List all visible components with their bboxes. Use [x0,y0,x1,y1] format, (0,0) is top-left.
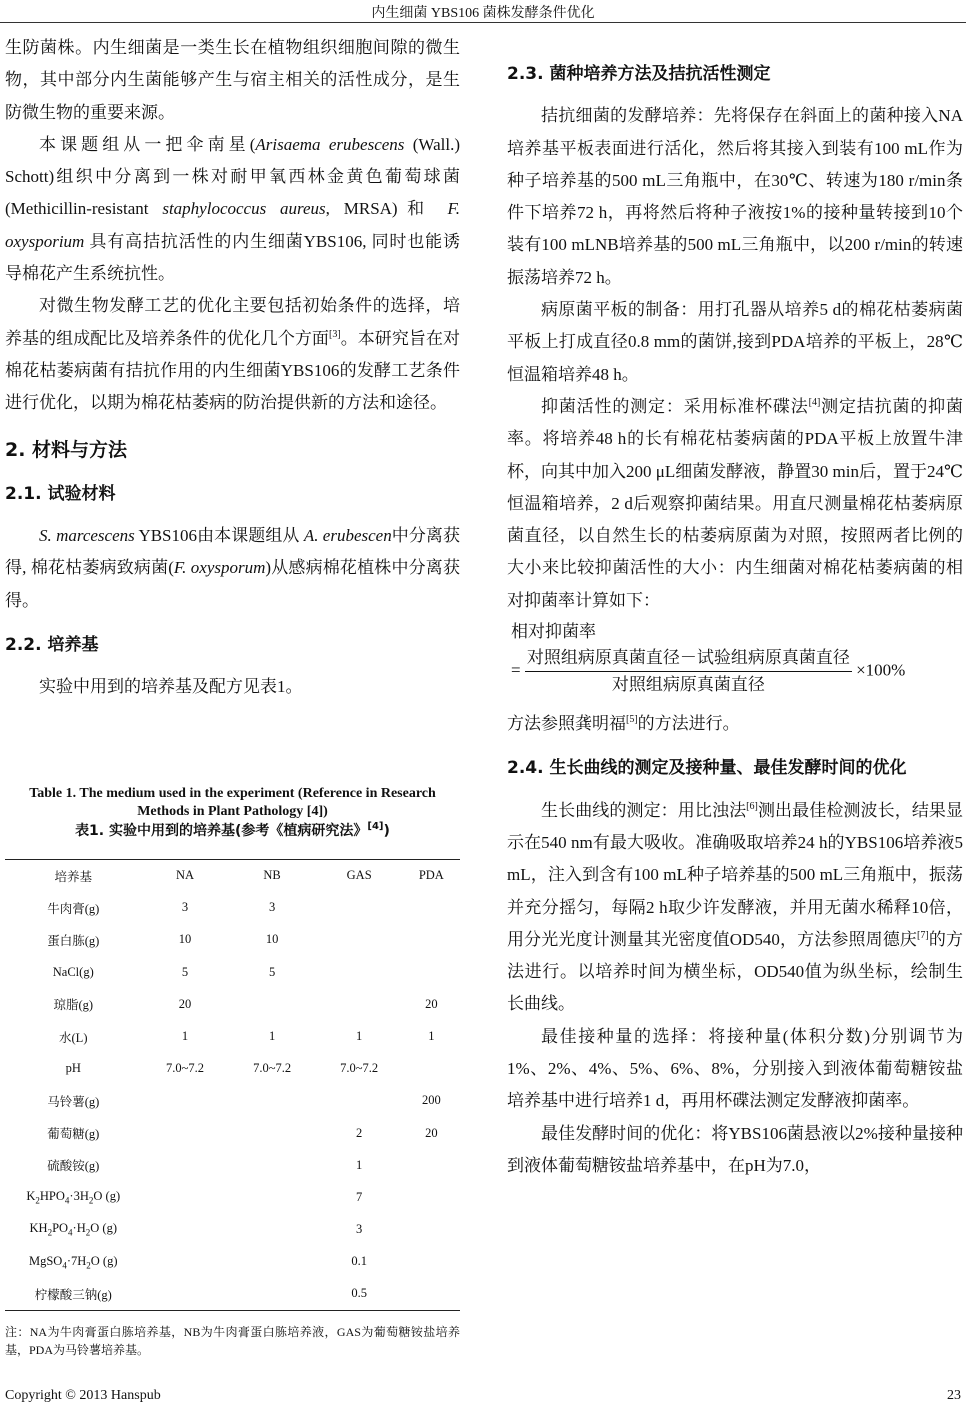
text-run: KH [29,1221,48,1236]
paragraph [507,1021,963,1118]
table-row [5,1214,460,1246]
column-header: 培养基 [54,869,92,884]
formula-numerator: 对照组病原真菌直径－试验组病原真菌直径 [525,645,852,672]
row-label [5,1117,142,1149]
table-cell [403,956,460,988]
row-label [5,1085,142,1117]
text-run: 柠檬酸三钠(g) [34,1287,112,1302]
table-cell [403,1278,460,1310]
paragraph [507,1118,963,1183]
table-cell: 7.0~7.2 [253,1061,292,1076]
table-header-row [5,860,460,892]
left-column [5,32,460,704]
row-label [5,924,142,956]
table-cell: 5 [268,964,276,979]
formula-denominator: 对照组病原真菌直径 [611,675,765,695]
table-cell [229,1181,316,1213]
table-cell [229,1149,316,1181]
table-row [5,1181,460,1213]
text-run: 具有高拮抗活性的内生细菌YBS106, 同时也能诱导棉花产生系统抗性。 [5,231,460,284]
text-run: 最佳发酵时间的优化：将YBS106菌悬液以2%接种量接种到液体葡萄糖铵盐培养基中，在pH为7.0， [507,1123,963,1175]
row-label [5,1214,142,1246]
text-run: 。本研究旨在对棉花枯萎病菌有拮抗作用的内生细菌YBS106的发酵工艺条件进行优化，以期为棉花枯萎病的防治提供新的方法和途径。 [5,328,461,413]
table-cell: 0.5 [351,1286,367,1301]
table-cell [403,1214,460,1246]
text-run: ) [383,823,390,839]
text-run: ·3H [69,1189,89,1204]
formula-fraction [525,645,852,698]
table-cell: 3 [181,900,189,915]
column-header: NA [176,868,195,883]
subscript: 2 [88,1195,94,1206]
citation-superscript: [5] [626,714,638,726]
text-run: ·H [72,1221,86,1236]
table-row [5,1278,460,1310]
table-cell: 1 [181,1029,189,1044]
italic-text: staphylococcus aureus [162,199,326,219]
row-label [5,892,142,924]
column-header: GAS [346,868,372,883]
text-run: 硫酸铵(g) [47,1159,100,1174]
paragraph [507,391,963,617]
table-caption-cn [5,821,460,841]
citation-superscript: [3] [328,328,341,340]
table-cell: 200 [421,1093,441,1108]
table-cell [142,1278,229,1310]
text-run: 病原菌平板的制备：用打孔器从培养5 d的棉花枯萎病菌平板上打成直径0.8 mm的菌饼,接到PDA培养的平板上，28℃恒温箱培养48 h。 [507,300,963,384]
text-run: 琼脂(g) [53,998,94,1013]
table-cell [229,1278,316,1310]
text-run: 生防菌株。内生细菌是一类生长在植物组织细胞间隙的微生物，其中部分内生菌能够产生与宿主相关的活性成分，是生防微生物的重要来源。 [5,38,460,122]
text-run: 水(L) [59,1030,88,1045]
right-column [507,58,963,1182]
table-cell [316,924,403,956]
table-note: 注：NA为牛肉膏蛋白胨培养基，NB为牛肉膏蛋白胨培养液，GAS为葡萄糖铵盐培养基，PDA为马铃薯培养基。 [5,1324,460,1357]
table-cell [403,1149,460,1181]
table-cell: 20 [178,996,192,1011]
table-cell: 2 [356,1125,363,1140]
text-run: 本课题组从一把伞南星( [39,134,256,154]
table-cell: 0.1 [351,1254,367,1269]
table-cell [403,1246,460,1278]
table-cell: 1 [356,1029,363,1044]
text-run: (Wall.) Schott)组织中分离到一株对耐甲氧西林金黄色葡萄球菌(Methicillin-resistant [5,134,460,219]
table-cell: 10 [178,932,192,947]
italic-text: Arisaema erubescens [255,134,405,154]
paragraph [507,708,963,740]
table-cell [142,1214,229,1246]
table-cell: 20 [425,1125,438,1140]
table-cell [142,1181,229,1213]
table-row [5,1246,460,1278]
paragraph [507,795,963,1021]
citation-superscript: [6] [746,800,758,812]
table-row [5,1149,460,1181]
paragraph [5,129,460,290]
formula-times: ×100% [856,660,906,680]
subsection-heading: 2.2. 培养基 [5,635,99,656]
italic-text: S. marcescens [39,526,135,546]
table-row [5,924,460,956]
section-heading: 2. 材料与方法 [5,438,128,461]
medium-table [5,859,460,1311]
italic-text: F. oxysporum [173,558,266,578]
subscript: 2 [86,1260,91,1271]
subscript: 2 [85,1227,91,1238]
table-cell: 7.0~7.2 [340,1061,379,1076]
row-label [5,1246,142,1278]
subscript: 2 [47,1227,53,1238]
subsection-heading: 2.1. 试验材料 [5,483,116,504]
text-run: 测定拮抗菌的抑菌率。将培养48 h的长有棉花枯萎病菌的PDA平板上放置牛津杯，向其中加入200 μL细菌发酵液，静置30 min后，置于24℃恒温箱培养，2 d后观察抑菌结果。用直尺测量棉花枯萎病原菌直径，以自然生长的枯萎病原菌为对照，按照两者比例的大小来比较抑菌活性的大小：内生细菌对棉花枯萎病菌的相对抑菌率计算如下： [507,396,964,610]
table-row [5,892,460,924]
text-run: 的方法进行。以培养时间为横坐标，OD540值为纵坐标，绘制生长曲线。 [507,929,963,1014]
table-cell [142,1117,229,1149]
table-cell: 3 [356,1222,363,1237]
text-run: O (g) [90,1221,117,1236]
table-cell: 10 [265,932,279,947]
text-run: 葡萄糖(g) [47,1127,100,1142]
table-row [5,988,460,1020]
subscript: 4 [64,1195,70,1206]
citation-superscript: [7] [917,929,929,941]
formula-lhs: 相对抑菌率 [511,622,596,642]
paragraph [5,290,460,419]
table-cell [142,1085,229,1117]
table-cell [316,956,403,988]
subsection-heading: 2.3. 菌种培养方法及拮抗活性测定 [507,64,771,84]
page-number: 23 [947,1388,961,1403]
text-run: 方法参照龚明福 [507,714,626,734]
table-cell [403,1053,460,1085]
table-cell [142,1246,229,1278]
table-cell [316,988,403,1020]
subsection-heading: 2.4. 生长曲线的测定及接种量、最佳发酵时间的优化 [507,758,907,779]
citation-superscript: [4] [808,396,821,408]
text-run: HPO [39,1189,65,1204]
table-row [5,1053,460,1085]
text-run: PO [52,1221,69,1236]
subscript: 4 [68,1227,73,1238]
text-run: NaCl(g) [52,964,94,979]
footer-copyright: Copyright © 2013 Hanspub [5,1388,161,1403]
table-cell [316,1085,403,1117]
table-cell [403,1181,460,1213]
row-label [5,1149,142,1181]
paragraph [507,294,963,391]
text-run: 测出最佳检测波长，结果显示在540 nm有最大吸收。准确吸取培养24 h的YBS106培养液5 mL，注入到含有100 mL种子培养基的500 mL三角瓶中，振荡并充分摇匀，每隔2 h取少许发酵液，并用无菌水稀释10倍，用分光光度计测量其光密度值OD540，方法参照周德庆 [507,800,964,949]
table-cell [229,1214,316,1246]
text-run: O (g) [93,1189,121,1204]
text-run: pH [65,1061,81,1076]
text-run: MgSO [28,1253,63,1268]
text-run: 表1. 实验中用到的培养基(参考《植病研究法》 [75,823,368,839]
row-label [5,1020,142,1052]
text-run: 实验中用到的培养基及配方见表1。 [39,677,303,697]
paragraph [5,671,460,703]
table-cell [403,892,460,924]
inhibition-rate-formula [511,619,963,698]
text-run: , MRSA)和 [325,199,448,219]
table-cell [229,988,316,1020]
table-cell: 3 [268,900,276,915]
text-run: O (g) [90,1253,118,1268]
table-row [5,1117,460,1149]
table-cell: 1 [356,1157,363,1172]
text-run: 的方法进行。 [637,714,740,734]
text-run: YBS106由本课题组从 [134,526,304,546]
text-run: 对微生物发酵工艺的优化主要包括初始条件的选择，培养基的组成配比及培养条件的优化几个方面 [5,296,460,348]
header-rule [0,22,966,23]
table-row [5,1020,460,1052]
subscript: 4 [62,1260,67,1271]
text-run: ·7H [66,1253,87,1268]
table-row [5,1085,460,1117]
text-run: 抑菌活性的测定：采用标准杯碟法 [541,396,809,416]
table-cell: 1 [268,1029,276,1044]
text-run: 蛋白胨(g) [47,933,100,948]
table-cell: 1 [428,1029,435,1044]
text-run: 最佳接种量的选择：将接种量(体积分数)分别调节为1%、2%、4%、5%、6%、8%，分别接入到液体葡萄糖铵盐培养基中进行培养1 d，再用杯碟法测定发酵液抑菌率。 [507,1026,963,1111]
row-label [5,1278,142,1310]
row-label [5,1181,142,1213]
row-label [5,988,142,1020]
table-cell [142,1149,229,1181]
row-label [5,1053,142,1085]
table-cell [229,1085,316,1117]
formula-equals: = [511,660,521,680]
paragraph [5,520,460,617]
column-header: PDA [418,868,444,883]
paragraph [507,100,963,294]
table-cell: 20 [425,996,438,1011]
text-run: 马铃薯(g) [47,1094,100,1109]
text-run: 拮抗细菌的发酵培养：先将保存在斜面上的菌种接入NA培养基平板表面进行活化，然后将其接入到装有100 mL作为种子培养基的500 mL三角瓶中，在30℃、转速为180 r/min条件下培养72 h，再将然后将种子液按1%的接种量转接到10个装有100 mLNB培养基的500 mL三角瓶中，以200 r/min的转速振荡培养72 h。 [507,106,963,287]
citation-superscript: [4] [367,821,384,832]
table-cell [229,1117,316,1149]
text-run: 牛肉膏(g) [47,901,100,916]
table-1 [5,785,460,1359]
paragraph [5,32,460,129]
running-header: 内生细菌 YBS106 菌株发酵条件优化 [371,6,595,21]
italic-text: A. erubescen [303,526,392,546]
table-caption-en: Table 1. The medium used in the experiment (Reference in Research Methods in Plant Pathology [4]) [29,786,436,819]
text-run: 中分离获得, 棉花枯萎病致病菌( [5,526,460,578]
text-run: K [26,1189,36,1204]
text-run: )从感病棉花植株中分离获得。 [5,558,460,610]
table-cell: 7 [356,1189,363,1204]
italic-text: F. oxysporium [5,199,460,251]
table-cell: 7.0~7.2 [166,1061,205,1076]
subscript: 2 [35,1195,40,1206]
table-cell [403,924,460,956]
text-run: 生长曲线的测定：用比浊法 [541,800,747,820]
column-header: NB [263,868,281,883]
table-cell [229,1246,316,1278]
row-label [5,956,142,988]
table-row [5,956,460,988]
table-cell [316,892,403,924]
table-cell: 5 [181,964,189,979]
